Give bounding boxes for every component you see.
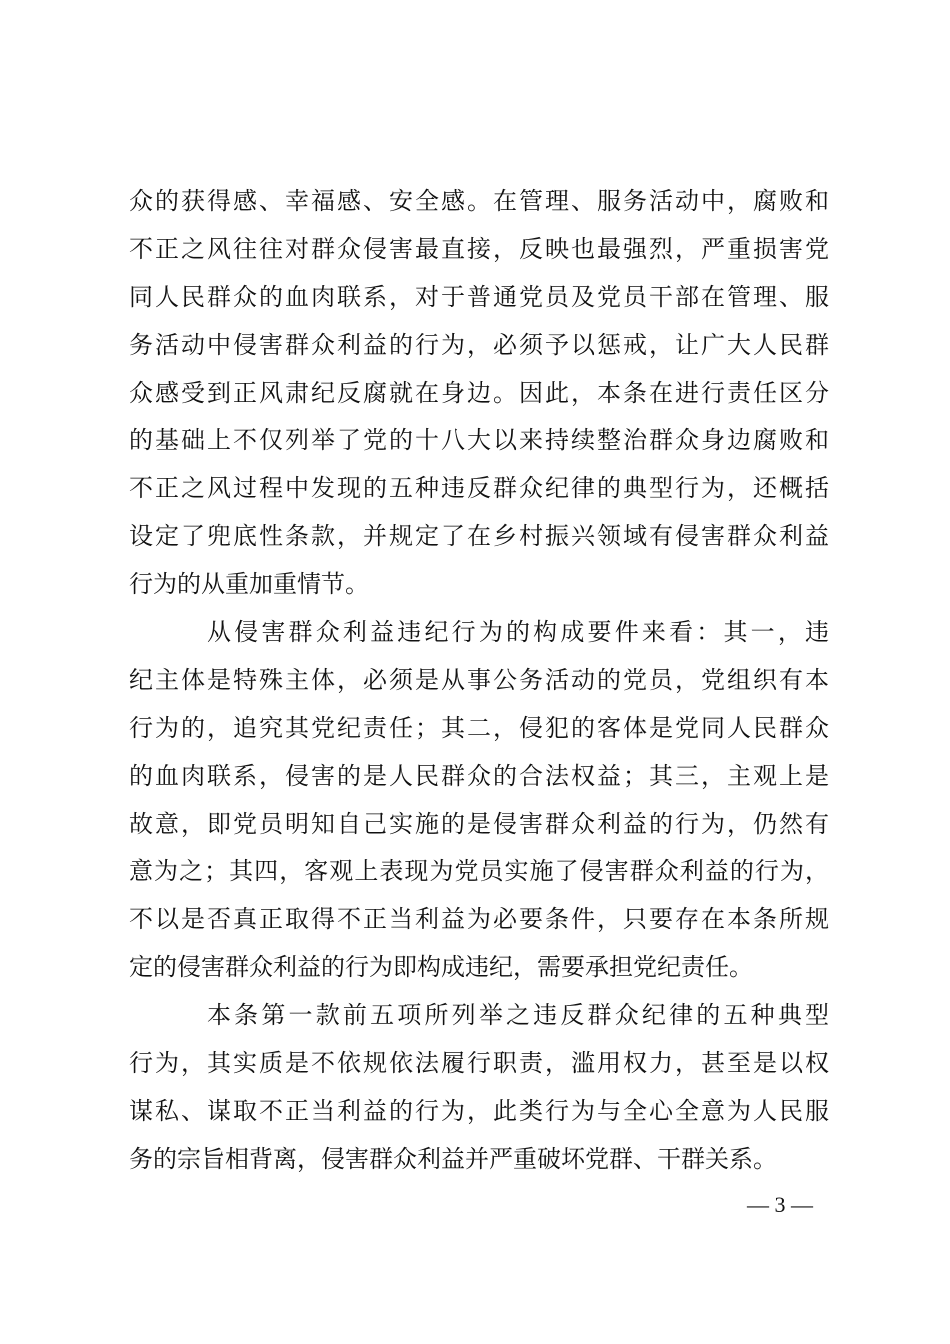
text-line: 从侵害群众利益违纪行为的构成要件来看：其一，违 xyxy=(207,618,829,647)
text-line: 谋私、谋取不正当利益的行为，此类行为与全心全意为人民服 xyxy=(129,1096,829,1125)
text-line: 行为的从重加重情节。 xyxy=(129,570,369,599)
text-line: 众感受到正风肃纪反腐就在身边。因此，本条在进行责任区分 xyxy=(129,378,829,407)
body-text xyxy=(129,178,829,1184)
paragraph-1 xyxy=(129,178,829,609)
page-number: — 3 — xyxy=(747,1192,813,1217)
text-line: 行为的，追究其党纪责任；其二，侵犯的客体是党同人民群众 xyxy=(129,713,829,742)
text-line: 的血肉联系，侵害的是人民群众的合法权益；其三，主观上是 xyxy=(129,761,829,790)
text-line: 不正之风过程中发现的五种违反群众纪律的典型行为，还概括 xyxy=(129,474,829,503)
paragraph-3 xyxy=(129,992,829,1184)
text-line: 不以是否真正取得不正当利益为必要条件，只要存在本条所规 xyxy=(129,905,829,934)
text-line: 定的侵害群众利益的行为即构成违纪，需要承担党纪责任。 xyxy=(129,953,753,982)
text-line: 的基础上不仅列举了党的十八大以来持续整治群众身边腐败和 xyxy=(129,426,829,455)
text-line: 不正之风往往对群众侵害最直接，反映也最强烈，严重损害党 xyxy=(129,234,829,263)
text-line: 务活动中侵害群众利益的行为，必须予以惩戒，让广大人民群 xyxy=(129,330,829,359)
text-line: 意为之；其四，客观上表现为党员实施了侵害群众利益的行为， xyxy=(129,857,829,886)
text-line: 设定了兜底性条款，并规定了在乡村振兴领域有侵害群众利益 xyxy=(129,522,829,551)
text-line: 同人民群众的血肉联系，对于普通党员及党员干部在管理、服 xyxy=(129,282,829,311)
text-line: 纪主体是特殊主体，必须是从事公务活动的党员，党组织有本 xyxy=(129,665,829,694)
paragraph-2 xyxy=(129,609,829,992)
text-line: 众的获得感、幸福感、安全感。在管理、服务活动中，腐败和 xyxy=(129,187,829,215)
text-line: 本条第一款前五项所列举之违反群众纪律的五种典型 xyxy=(207,1001,829,1030)
text-line: 故意，即党员明知自己实施的是侵害群众利益的行为，仍然有 xyxy=(129,809,829,838)
text-line: 行为，其实质是不依规依法履行职责，滥用权力，甚至是以权 xyxy=(129,1049,829,1078)
text-line: 务的宗旨相背离，侵害群众利益并严重破坏党群、干群关系。 xyxy=(129,1144,777,1173)
